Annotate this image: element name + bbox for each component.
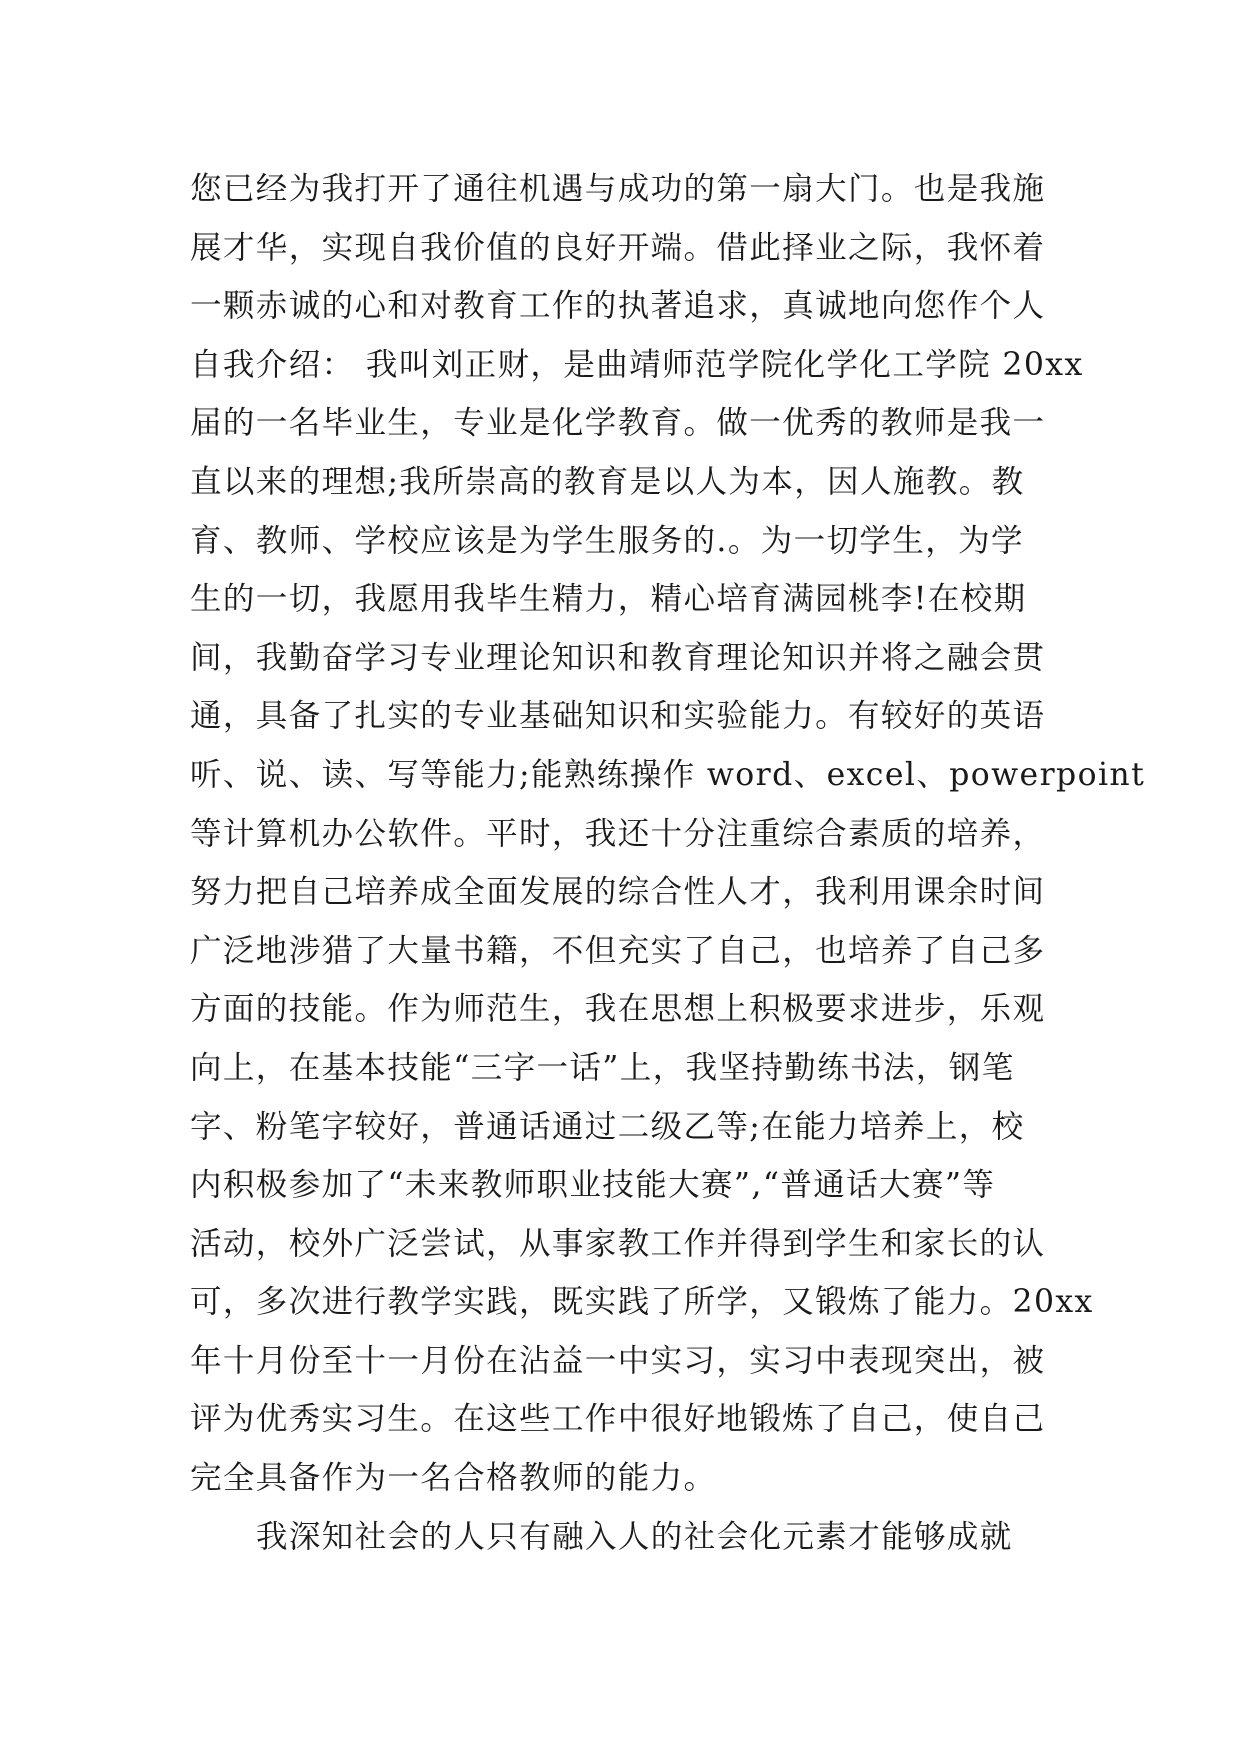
text-line: 直以来的理想;我所崇高的教育是以人为本，因人施教。教 — [190, 463, 1025, 500]
text-line: 自我介绍： 我叫刘正财，是曲靖师范学院化学化工学院 20xx — [190, 346, 1084, 383]
text-line: 向上，在基本技能“三字一话”上，我坚持勤练书法，钢笔 — [190, 1049, 1015, 1086]
text-line: 广泛地涉猎了大量书籍，不但充实了自己，也培养了自己多 — [190, 932, 1046, 969]
text-line: 育、教师、学校应该是为学生服务的.。为一切学生，为学 — [190, 522, 1024, 559]
text-line: 听、说、读、写等能力;能熟练操作 word、excel、powerpoint — [190, 756, 1146, 793]
text-line: 等计算机办公软件。平时，我还十分注重综合素质的培养， — [190, 815, 1046, 852]
text-line: 展才华，实现自我价值的良好开端。借此择业之际，我怀着 — [190, 229, 1046, 266]
text-line: 评为优秀实习生。在这些工作中很好地锻炼了自己，使自己 — [190, 1401, 1046, 1438]
paragraph-first-line: 我深知社会的人只有融入人的社会化元素才能够成就 — [256, 1518, 1013, 1555]
text-line: 间，我勤奋学习专业理论知识和教育理论知识并将之融会贯 — [190, 639, 1046, 676]
text-line: 年十月份至十一月份在沾益一中实习，实习中表现突出，被 — [190, 1342, 1046, 1379]
body-text — [190, 160, 1146, 1566]
text-line: 一颗赤诚的心和对教育工作的执著追求，真诚地向您作个人 — [190, 288, 1046, 325]
text-line: 届的一名毕业生，专业是化学教育。做一优秀的教师是我一 — [190, 405, 1046, 442]
text-line: 活动，校外广泛尝试，从事家教工作并得到学生和家长的认 — [190, 1225, 1046, 1262]
text-line: 完全具备作为一名合格教师的能力。 — [190, 1460, 717, 1497]
text-line: 努力把自己培养成全面发展的综合性人才，我利用课余时间 — [190, 874, 1046, 911]
text-line: 通，具备了扎实的专业基础知识和实验能力。有较好的英语 — [190, 698, 1046, 735]
text-line: 生的一切，我愿用我毕生精力，精心培育满园桃李!在校期 — [190, 581, 1027, 618]
text-line: 您已经为我打开了通往机遇与成功的第一扇大门。也是我施 — [190, 171, 1046, 207]
text-line: 内积极参加了“未来教师职业技能大赛”,“普通话大赛”等 — [190, 1167, 996, 1204]
text-line: 可，多次进行教学实践，既实践了所学，又锻炼了能力。20xx — [190, 1284, 1094, 1321]
text-line: 方面的技能。作为师范生，我在思想上积极要求进步，乐观 — [190, 991, 1046, 1028]
text-line: 字、粉笔字较好，普通话通过二级乙等;在能力培养上，校 — [190, 1108, 1025, 1145]
